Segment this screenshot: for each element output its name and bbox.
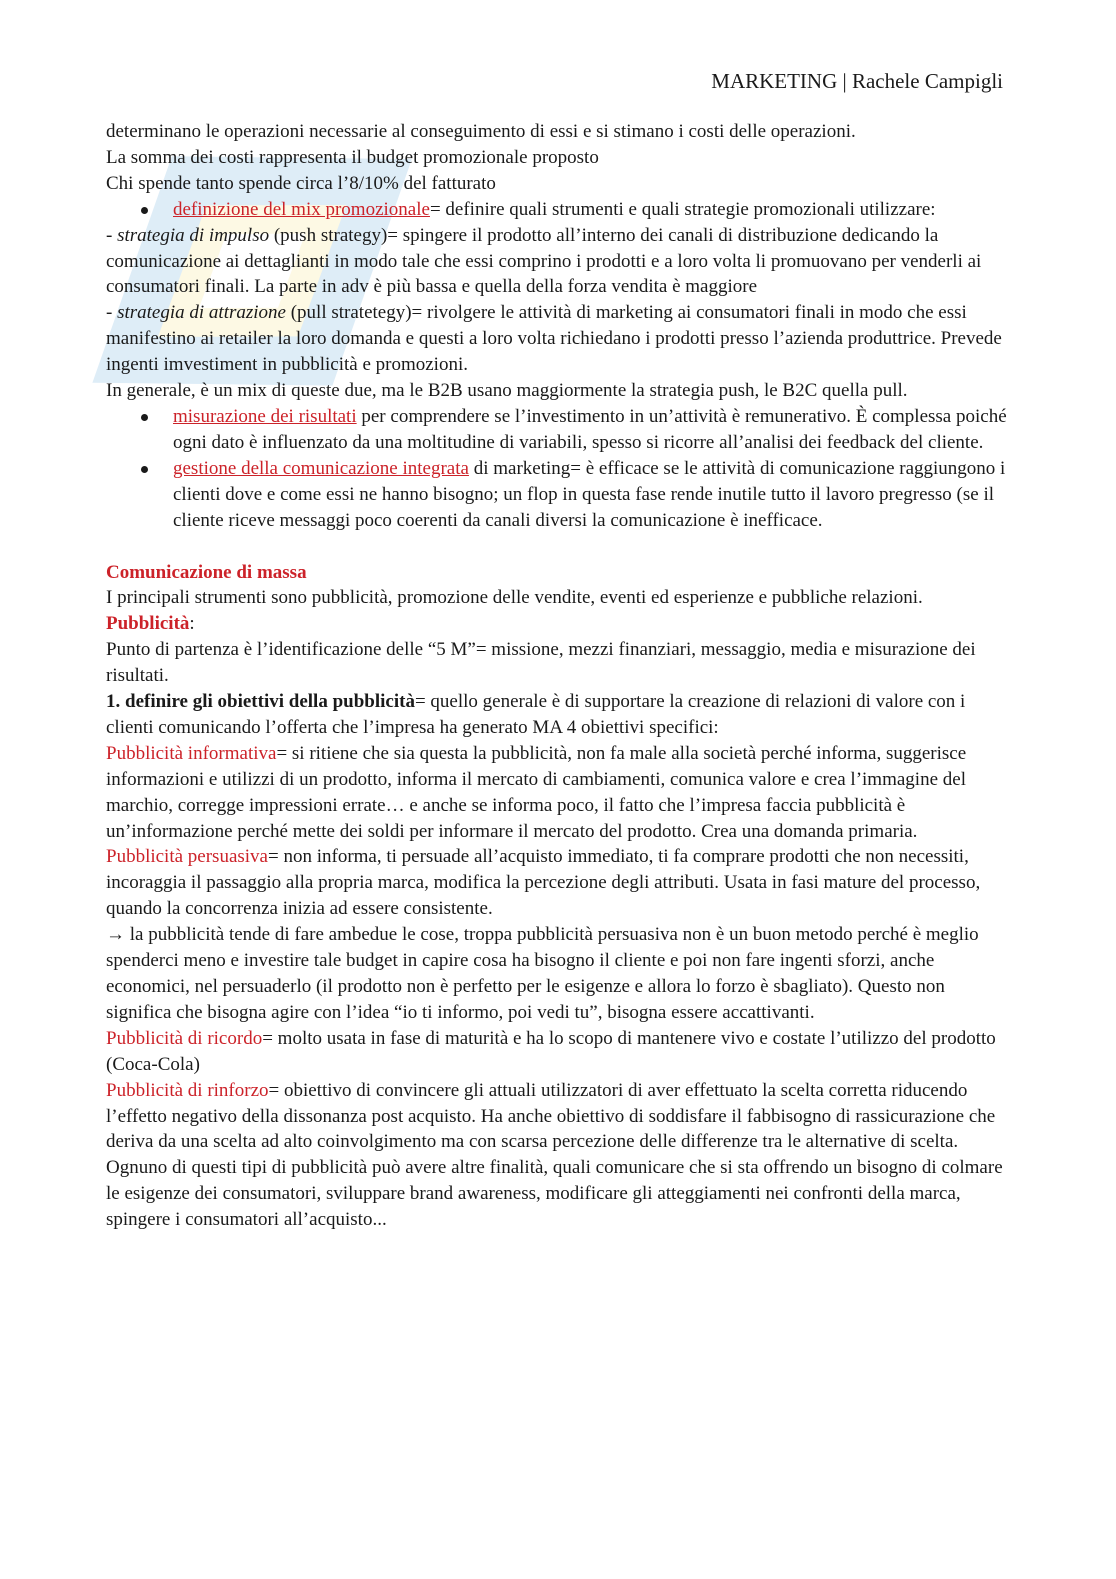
subheading: 1. definire gli obiettivi della pubblicità: [106, 691, 415, 713]
paragraph-push-strategy: [106, 223, 1010, 301]
paragraph-objectives: [106, 689, 1010, 741]
paragraph: In generale, è un mix di queste due, ma le B2B usano maggiormente la strategia push, le B2C quella pull.: [106, 380, 908, 402]
paragraph-ricordo: [106, 1026, 1010, 1078]
term-ricordo: Pubblicità di ricordo: [106, 1027, 263, 1049]
text-pull: (pull stratetegy)= rivolgere le attività di marketing ai consumatori finali in modo che essi manifestino ai retailer la loro domanda e questi a loro volta richiedano i prodotti presso l’azienda produttrice. Prevede ingenti imvestiment in pubblicità e promozioni.: [106, 302, 1002, 376]
term-persuasiva: Pubblicità persuasiva: [106, 846, 268, 868]
dash: -: [106, 302, 118, 324]
link-mix-promozionale[interactable]: definizione del mix promozionale: [173, 198, 430, 220]
document-body: [106, 119, 1010, 1233]
bullet-icon: [141, 414, 148, 421]
section-title: Comunicazione di massa: [106, 561, 307, 583]
text-push: (push strategy)= spingere il prodotto all’interno dei canali di distribuzione dedicando la comunicazione ai dettaglianti in modo tale che essi comprino i prodotti e a loro volta li promuovano per venderli ai consumatori finali. La parte in adv è più bassa e quella della forza vendita è maggiore: [106, 224, 982, 298]
paragraph: La somma dei costi rappresenta il budget promozionale proposto: [106, 146, 599, 168]
text: I principali strumenti sono pubblicità, promozione delle vendite, eventi ed esperienze e pubbliche relazioni.: [106, 587, 923, 609]
text: = quello generale è di supportare la creazione di relazioni di valore con i clienti comunicando l’offerta che l’impresa ha generato MA 4 obiettivi specifici:: [106, 691, 966, 738]
paragraph: Punto di partenza è l’identificazione delle “5 M”= missione, mezzi finanziari, messaggio, media e misurazione dei risultati.: [106, 639, 976, 687]
page-header: MARKETING | Rachele Campigli: [711, 69, 1003, 93]
paragraph: → la pubblicità tende di fare ambedue le cose, troppa pubblicità persuasiva non è un buon metodo perché è meglio spenderci meno e investire tale budget in capire cosa ha bisogno il cliente e poi non fare ingenti sforzi, anche economici, nel persuaderlo (il prodotto non è perfetto per le esigenze e allora lo forzo è sbagliato). Questo non significa che bisogna agire con l’idea “io ti informo, poi vedi tu”, bisogna essere accattivanti.: [106, 924, 979, 1023]
link-misurazione-risultati[interactable]: misurazione dei risultati: [173, 405, 357, 427]
paragraph: Ognuno di questi tipi di pubblicità può avere altre finalità, quali comunicare che si sta offrendo un bisogno di colmare le esigenze dei consumatori, sviluppare brand awareness, modificare gli atteggiamenti nei confronti della marca, spingere i consumatori all’acquisto...: [106, 1157, 1003, 1231]
text: = si ritiene che sia questa la pubblicità, non fa male alla società perché informa, suggerisce informazioni e utilizzi di un prodotto, informa il mercato di cambiamenti, comunica valore e crea l’immagine del marchio, corregge impressioni errate… e anche se informa poco, il fatto che l’impresa faccia pubblicità è un’informazione perché mette dei soldi per informare il mercato del prodotto. Crea una domanda primaria.: [106, 742, 967, 842]
text: :: [189, 613, 195, 635]
bullet-icon: [141, 207, 148, 214]
link-comunicazione-integrata[interactable]: gestione della comunicazione integrata: [173, 457, 469, 479]
term-pull: strategia di attrazione: [117, 302, 286, 324]
paragraph-persuasiva: [106, 844, 1010, 922]
text: = obiettivo di convincere gli attuali utilizzatori di aver effettuato la scelta corretta riducendo l’effetto negativo della dissonanza post acquisto. Ha anche obiettivo di soddisfare il fabbisogno di rassicurazione che deriva da una scelta ad alto coinvolgimento ma con scarsa percezione delle differenze tra le alternative di scelta.: [106, 1079, 996, 1153]
list-item-text: per comprendere se l’investimento in un’attività è remunerativo. È complessa poiché ogni dato è influenzato da una moltitudine di variabili, spesso si ricorre all’analisi dei feedback del cliente.: [173, 405, 1007, 453]
dash: -: [106, 224, 118, 246]
paragraph: Chi spende tanto spende circa l’8/10% del fatturato: [106, 172, 496, 194]
spacer: [106, 534, 1010, 560]
list-item-misurazione: [106, 404, 1010, 456]
bullet-icon: [141, 466, 148, 473]
paragraph-pull-strategy: [106, 300, 1010, 378]
text: = non informa, ti persuade all’acquisto immediato, ti fa comprare prodotti che non necessiti, incoraggia il passaggio alla propria marca, modifica la percezione degli attributi. Usata in fasi mature del processo, quando la concorrenza inizia ad essere consistente.: [106, 846, 981, 920]
term-pubblicita: Pubblicità: [106, 613, 190, 635]
term-push: strategia di impulso: [117, 224, 270, 246]
term-rinforzo: Pubblicità di rinforzo: [106, 1079, 269, 1101]
list-item-text: di marketing= è efficace se le attività di comunicazione raggiungono i clienti dove e come essi ne hanno bisogno; un flop in questa fase rende inutile tutto il lavoro pregresso (se il cliente riceve messaggi poco coerenti da canali diversi la comunicazione è inefficace.: [173, 457, 1006, 531]
text: = molto usata in fase di maturità e ha lo scopo di mantenere vivo e costate l’utilizzo del prodotto (Coca-Cola): [106, 1027, 996, 1075]
paragraph-tools: [106, 585, 1010, 637]
paragraph-rinforzo: [106, 1078, 1010, 1156]
term-informativa: Pubblicità informativa: [106, 742, 277, 764]
list-item-text: = definire quali strumenti e quali strategie promozionali utilizzare:: [429, 198, 936, 220]
list-item-comunicazione-integrata: [106, 456, 1010, 534]
paragraph: determinano le operazioni necessarie al conseguimento di essi e si stimano i costi delle operazioni.: [106, 121, 856, 142]
paragraph-informativa: [106, 741, 1010, 845]
list-item-mix-promozionale: [106, 197, 1010, 223]
